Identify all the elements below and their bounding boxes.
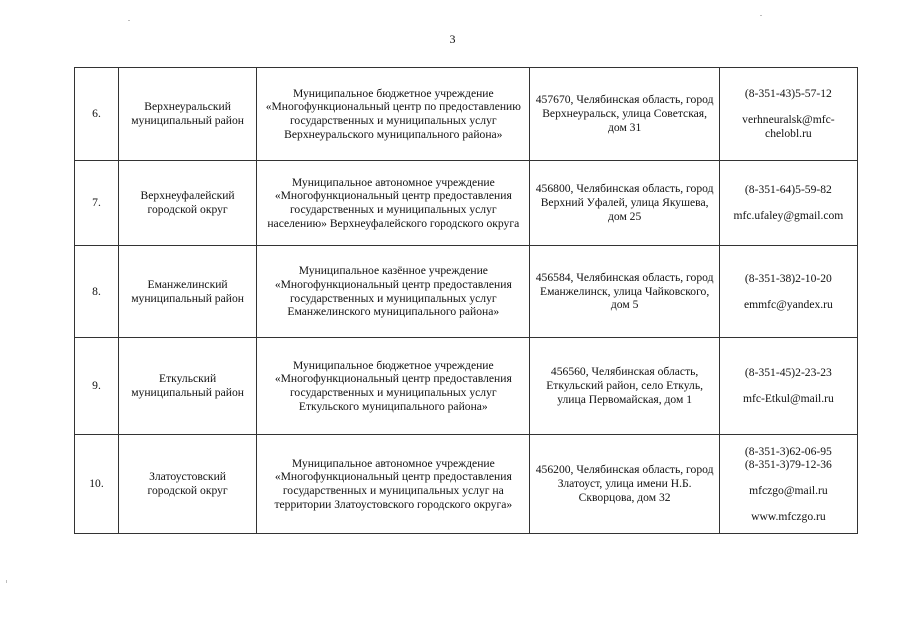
email: mfczgo@mail.ru — [749, 484, 828, 497]
organization-name: Муниципальное автономное учреждение «Многофункциональный центр предоставления государственных и муниципальных услуг на территории Златоустовского городского округа» — [257, 435, 530, 534]
contacts-cell — [719, 68, 857, 161]
table-row — [75, 246, 858, 338]
row-number: 9. — [75, 338, 119, 435]
page-number: 3 — [449, 32, 456, 46]
phone: (8-351-64)5-59-82 — [744, 183, 832, 197]
table-row — [75, 435, 858, 534]
contacts-cell — [719, 161, 857, 246]
district-name: Еткульский муниципальный район — [119, 338, 257, 435]
organization-name: Муниципальное автономное учреждение «Многофункциональный центр предоставления государственных и муниципальных услуг населению» Верхнеуфалейского городского округа — [257, 161, 530, 246]
email: emmfc@yandex.ru — [743, 297, 833, 311]
table-row — [75, 68, 858, 161]
phone: (8-351-3)79-12-36 — [744, 458, 832, 472]
phone: (8-351-3)62-06-95 — [744, 444, 832, 458]
registry-body — [75, 68, 858, 534]
organization-name: Муниципальное бюджетное учреждение «Многофункциональный центр по предоставлению государственных и муниципальных услуг Верхнеуральского муниципального района» — [257, 68, 530, 161]
contacts-cell — [719, 435, 857, 534]
address: 456560, Челябинская область, Еткульский район, село Еткуль, улица Первомайская, дом 1 — [530, 338, 719, 435]
row-number: 8. — [75, 246, 119, 338]
district-name: Верхнеуральский муниципальный район — [119, 68, 257, 161]
phone: (8-351-45)2-23-23 — [744, 366, 832, 380]
district-name: Еманжелинский муниципальный район — [119, 246, 257, 338]
address: 456200, Челябинская область, город Златоуст, улица имени Н.Б. Скворцова, дом 32 — [530, 435, 719, 534]
organization-name: Муниципальное казённое учреждение «Многофункциональный центр предоставления государственных и муниципальных услуг Еманжелинского муниципального района» — [257, 246, 530, 338]
district-name: Верхнеуфалейский городской округ — [119, 161, 257, 246]
organization-name: Муниципальное бюджетное учреждение «Многофункциональный центр предоставления государственных и муниципальных услуг Еткульского муниципального района» — [257, 338, 530, 435]
row-number: 6. — [75, 68, 119, 161]
row-number: 7. — [75, 161, 119, 246]
contacts-cell — [719, 338, 857, 435]
contacts-cell — [719, 246, 857, 338]
row-number: 10. — [75, 435, 119, 534]
phone: (8-351-43)5-57-12 — [744, 87, 832, 101]
phone: (8-351-38)2-10-20 — [744, 271, 832, 285]
scan-speck — [6, 580, 7, 583]
address: 456584, Челябинская область, город Еманжелинск, улица Чайковского, дом 5 — [530, 246, 719, 338]
mfc-registry-table — [74, 67, 858, 534]
email: mfc-Etkul@mail.ru — [742, 392, 834, 405]
scan-speck — [760, 15, 762, 16]
website-link: www.mfczgo.ru — [751, 509, 826, 523]
district-name: Златоустовский городской округ — [119, 435, 257, 534]
scan-speck — [128, 20, 130, 21]
address: 457670, Челябинская область, город Верхнеуральск, улица Советская, дом 31 — [530, 68, 719, 161]
address: 456800, Челябинская область, город Верхний Уфалей, улица Якушева, дом 25 — [530, 161, 719, 246]
email: verhneuralsk@mfc-chelobl.ru — [742, 113, 835, 140]
table-row — [75, 161, 858, 246]
table-row — [75, 338, 858, 435]
email: mfc.ufaley@gmail.com — [733, 209, 844, 222]
